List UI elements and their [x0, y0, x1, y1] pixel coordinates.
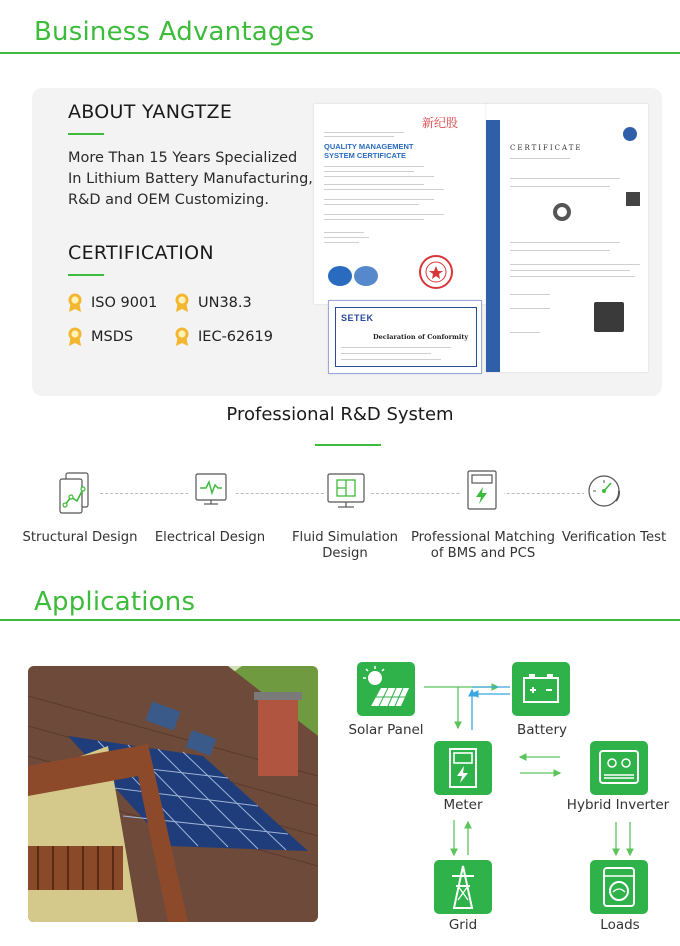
about-underline [68, 133, 104, 135]
qms-certificate-image [314, 104, 488, 304]
grid-label: Grid [448, 917, 478, 933]
grid-tower-icon [434, 860, 492, 914]
tuv-logo-icon [622, 126, 638, 142]
loads-node [590, 860, 648, 914]
setek-heading: Declaration of Conformity [373, 333, 469, 341]
step-label: Verification Test [561, 530, 667, 545]
cert-heading: CERTIFICATION [68, 242, 214, 264]
medal-icon [174, 327, 190, 347]
electrical-design-icon [190, 471, 234, 515]
fluid-simulation-icon [325, 471, 369, 515]
hybrid-inverter-node [590, 741, 648, 795]
meter-icon [434, 741, 492, 795]
qms-heading: QUALITY MANAGEMENT SYSTEM CERTIFICATE [324, 142, 414, 160]
cert-label: IEC-62619 [198, 329, 273, 345]
rd-underline [315, 444, 381, 446]
washing-machine-icon [590, 860, 648, 914]
step-label: Fluid Simulation Design [291, 530, 399, 561]
medal-icon [67, 293, 83, 313]
cert-item [174, 293, 252, 313]
solar-panel-icon [357, 662, 415, 716]
battery-node [512, 662, 570, 716]
inverter-icon [590, 741, 648, 795]
about-line: R&D and OEM Customizing. [68, 192, 269, 208]
about-line: More Than 15 Years Specialized [68, 150, 298, 166]
accreditation-logos [326, 264, 386, 288]
tuv-heading: CERTIFICATE [510, 144, 583, 152]
meter-node [434, 741, 492, 795]
house-solar-photo [28, 666, 318, 922]
applications-title: Applications [34, 587, 196, 617]
battery-icon [512, 662, 570, 716]
cert-underline [68, 274, 104, 276]
setek-declaration-image [328, 300, 482, 374]
bms-pcs-icon [460, 469, 504, 513]
business-divider [0, 52, 680, 54]
loads-label: Loads [600, 917, 640, 933]
about-heading: ABOUT YANGTZE [68, 101, 233, 123]
step-label: Structural Design [22, 530, 138, 545]
cert-label: UN38.3 [198, 295, 252, 311]
cert-label: MSDS [91, 329, 134, 345]
medal-icon [67, 327, 83, 347]
about-line: In Lithium Battery Manufacturing, [68, 171, 313, 187]
meter-label: Meter [443, 797, 483, 813]
cert-item [67, 327, 133, 347]
solar-panel-label: Solar Panel [348, 722, 424, 738]
cert-item [67, 293, 157, 313]
cert-item [174, 327, 273, 347]
rd-title: Professional R&D System [226, 404, 454, 425]
tuv-certificate-image [486, 104, 648, 372]
setek-brand: SETEK [341, 313, 374, 323]
hybrid-inverter-label: Hybrid Inverter [566, 797, 670, 813]
business-title: Business Advantages [34, 17, 315, 47]
medal-icon [174, 293, 190, 313]
structural-design-icon [56, 471, 100, 515]
verification-test-icon [584, 471, 628, 515]
tuv-mark-icon [552, 202, 572, 222]
step-label: Professional Matching of BMS and PCS [410, 530, 556, 561]
grid-node [434, 860, 492, 914]
about-text [68, 148, 318, 211]
qms-logo: 新纪股 [422, 116, 459, 130]
solar-panel-node [357, 662, 415, 716]
cert-label: ISO 9001 [91, 295, 158, 311]
step-label: Electrical Design [154, 530, 266, 545]
red-seal-icon [418, 254, 454, 290]
battery-label: Battery [517, 722, 567, 738]
applications-divider [0, 619, 680, 621]
